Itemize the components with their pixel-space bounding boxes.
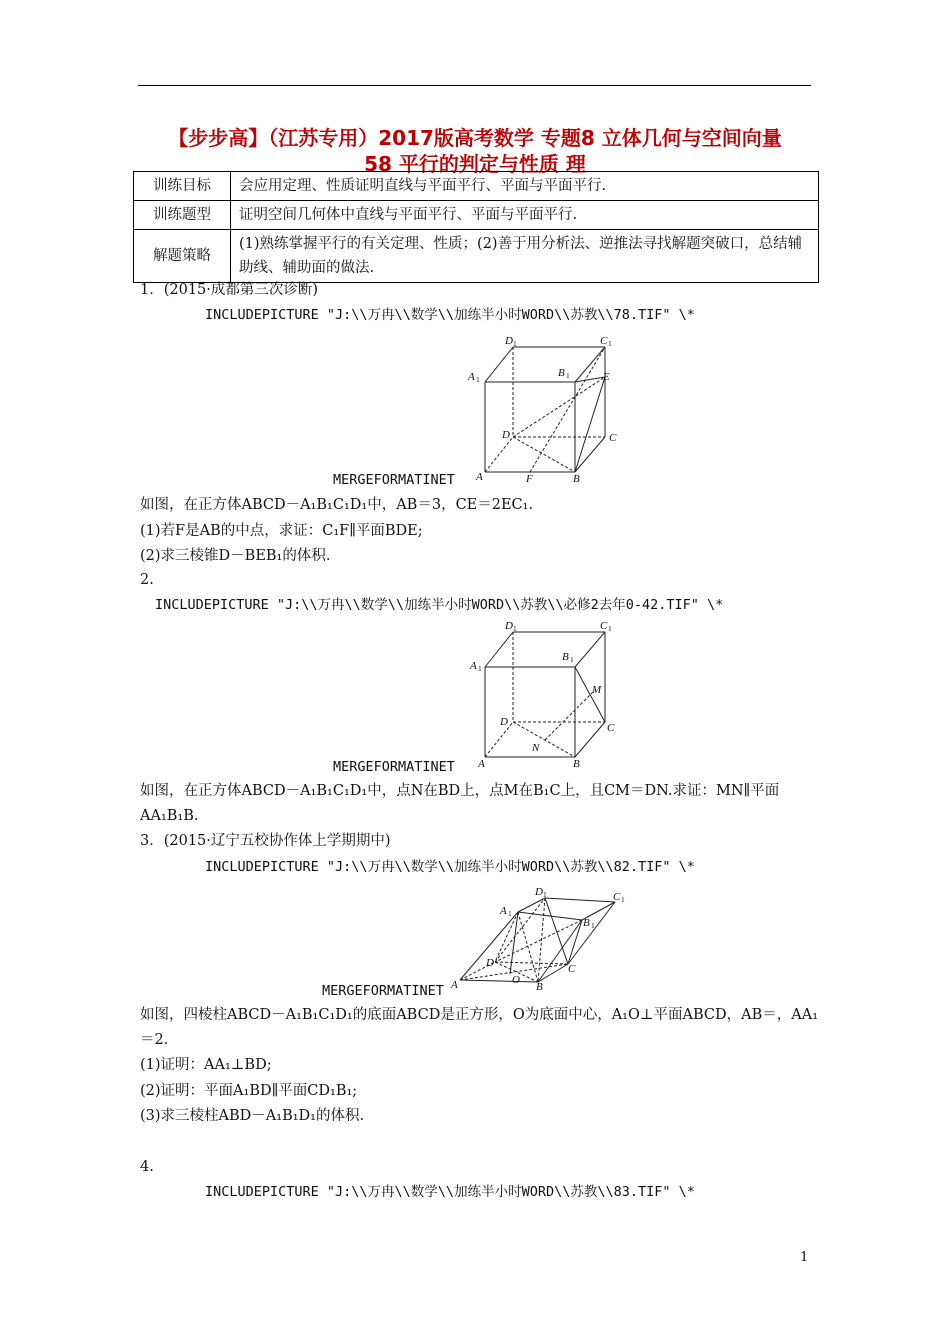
- label-N: N: [532, 742, 540, 754]
- label-B1-sub: 1: [591, 921, 595, 930]
- problem-1-header: 1．(2015·成都第三次诊断): [140, 282, 319, 298]
- table-row: [134, 201, 819, 230]
- problem-2-header: 2.: [140, 572, 154, 588]
- table-key: 解题策略: [134, 230, 231, 283]
- label-D: D: [502, 429, 510, 441]
- label-F: F: [526, 473, 533, 485]
- problem-3-statement-line-2: ＝2.: [140, 1032, 169, 1048]
- table-value: 会应用定理、性质证明直线与平面平行、平面与平面平行.: [231, 172, 819, 201]
- label-A: A: [451, 979, 458, 990]
- table-row: [134, 230, 819, 283]
- document-title-line-1: 【步步高】（江苏专用）2017版高考数学 专题8 立体几何与空间向量: [168, 126, 782, 150]
- label-C1-sub: 1: [621, 895, 625, 904]
- training-info-table: [133, 171, 819, 283]
- label-C1: C: [613, 891, 621, 903]
- label-M: M: [592, 684, 602, 696]
- label-B: B: [573, 758, 580, 770]
- problem-3-header: 3．(2015·辽宁五校协作体上学期期中): [140, 833, 391, 849]
- figure-2-vertex-labels: [469, 620, 615, 770]
- label-D1: D: [505, 620, 513, 632]
- cube-figure-1: [460, 330, 630, 490]
- label-A1: A: [468, 371, 475, 383]
- label-D: D: [486, 957, 494, 969]
- label-B1: B: [558, 367, 565, 379]
- label-D1: D: [505, 335, 513, 347]
- problem-1-question-2: (2)求三棱锥D－BEB₁的体积.: [140, 548, 331, 564]
- problem-1-merge-field: MERGEFORMATINET: [333, 472, 455, 488]
- label-D1-sub: 1: [513, 624, 517, 633]
- problem-2-include-field: INCLUDEPICTURE "J:\\万冉\\数学\\加练半小时WORD\\苏教\\必修2去年0-42.TIF" \*: [155, 597, 724, 613]
- table-row: [134, 172, 819, 201]
- label-C: C: [607, 722, 615, 734]
- label-C: C: [568, 963, 576, 975]
- header-rule: [138, 85, 811, 86]
- problem-2-merge-field: MERGEFORMATINET: [333, 759, 455, 775]
- label-A1: A: [500, 905, 507, 917]
- label-C: C: [609, 432, 617, 444]
- label-C1-sub: 1: [608, 624, 612, 633]
- label-D1-sub: 1: [543, 890, 547, 899]
- problem-1-question-1: (1)若F是AB的中点，求证：C₁F∥平面BDE;: [140, 523, 423, 539]
- label-D: D: [500, 716, 508, 728]
- document-title-line-2: 58 平行的判定与性质 理: [364, 152, 586, 176]
- cube-figure-2: [460, 615, 630, 775]
- label-C1: C: [600, 335, 608, 347]
- label-C1-sub: 1: [608, 339, 612, 348]
- page-number: 1: [800, 1250, 809, 1265]
- label-B: B: [573, 473, 580, 485]
- label-A: A: [476, 471, 483, 483]
- problem-2-statement-line-2: AA₁B₁B.: [140, 808, 199, 824]
- label-A1-sub: 1: [476, 375, 480, 384]
- label-B1: B: [562, 651, 569, 663]
- problem-3-question-2: (2)证明：平面A₁BD∥平面CD₁B₁;: [140, 1083, 358, 1099]
- label-A1-sub: 1: [478, 664, 482, 673]
- problem-3-statement-line-1: 如图，四棱柱ABCD－A₁B₁C₁D₁的底面ABCD是正方形，O为底面中心，A₁O⊥平面ABCD，AB＝，AA₁: [140, 1007, 819, 1023]
- table-key: 训练目标: [134, 172, 231, 201]
- label-B1-sub: 1: [570, 655, 574, 664]
- label-B1-sub: 1: [566, 371, 570, 380]
- problem-3-question-1: (1)证明：AA₁⊥BD;: [140, 1057, 272, 1073]
- table-value: 证明空间几何体中直线与平面平行、平面与平面平行.: [231, 201, 819, 230]
- label-B: B: [536, 981, 543, 990]
- problem-3-question-3: (3)求三棱柱ABD－A₁B₁D₁的体积.: [140, 1108, 365, 1124]
- label-A1-sub: 1: [508, 909, 512, 918]
- problem-4-header: 4.: [140, 1159, 154, 1175]
- prism-figure-3: [450, 880, 640, 990]
- label-A: A: [478, 758, 485, 770]
- label-C1: C: [600, 620, 608, 632]
- problem-3-merge-field: MERGEFORMATINET: [322, 983, 444, 999]
- table-key: 训练题型: [134, 201, 231, 230]
- problem-1-statement: 如图，在正方体ABCD－A₁B₁C₁D₁中，AB＝3，CE＝2EC₁.: [140, 497, 534, 513]
- table-value: (1)熟练掌握平行的有关定理、性质；(2)善于用分析法、逆推法寻找解题突破口，总结辅助线、辅助面的做法.: [231, 230, 819, 283]
- problem-3-include-field: INCLUDEPICTURE "J:\\万冉\\数学\\加练半小时WORD\\苏教\\82.TIF" \*: [205, 859, 695, 875]
- problem-4-include-field: INCLUDEPICTURE "J:\\万冉\\数学\\加练半小时WORD\\苏教\\83.TIF" \*: [205, 1184, 695, 1200]
- label-B1: B: [583, 917, 590, 929]
- label-E: E: [603, 371, 610, 383]
- problem-1-include-field: INCLUDEPICTURE "J:\\万冉\\数学\\加练半小时WORD\\苏教\\78.TIF" \*: [205, 307, 695, 323]
- label-D1: D: [535, 886, 543, 898]
- label-D1-sub: 1: [513, 339, 517, 348]
- label-A1: A: [470, 660, 477, 672]
- label-O: O: [512, 974, 520, 986]
- problem-2-statement-line-1: 如图，在正方体ABCD－A₁B₁C₁D₁中，点N在BD上，点M在B₁C上，且CM＝DN.求证：MN∥平面: [140, 783, 780, 799]
